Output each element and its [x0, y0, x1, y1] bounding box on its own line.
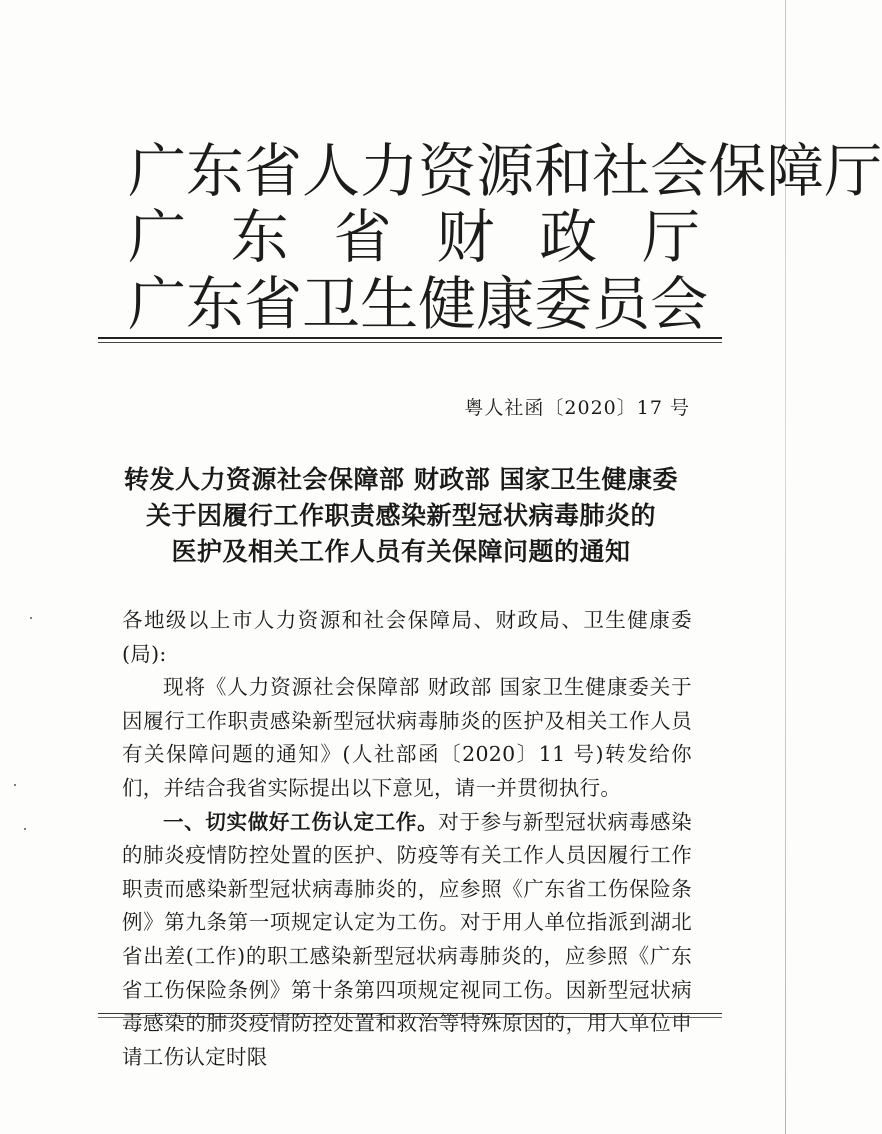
document-number: 粤人社函〔2020〕17 号	[464, 397, 690, 419]
agency-char: 和	[534, 137, 593, 205]
agency-char: 厅	[641, 203, 700, 271]
agency-char: 会	[650, 137, 709, 205]
agency-char: 委	[534, 270, 593, 338]
salutation: 各地级以上市人力资源和社会保障局、财政局、卫生健康委(局):	[122, 608, 692, 666]
agency-char: 广	[128, 270, 187, 338]
agency-name-health	[128, 270, 709, 338]
agency-char: 厅	[824, 137, 882, 205]
agency-char: 障	[766, 137, 825, 205]
agency-char: 东	[186, 137, 245, 205]
intro-paragraph: 现将《人力资源社会保障部 财政部 国家卫生健康委关于因履行工作职责感染新型冠状病毒肺炎的医护及相关工作人员有关保障问题的通知》(人社部函〔2020〕11 号)转发给你们，并结合我省实际提出以下意见，请一并贯彻执行。	[122, 675, 692, 800]
title-line: 转发人力资源社会保障部 财政部 国家卫生健康委	[124, 465, 678, 494]
agency-char: 力	[360, 137, 419, 205]
header-divider-rule	[98, 337, 722, 343]
agency-name-hrss	[128, 137, 882, 205]
agency-char: 源	[476, 137, 535, 205]
agency-char: 财	[436, 203, 495, 271]
footer-divider-rule	[98, 1013, 722, 1018]
scan-speck	[14, 784, 16, 786]
agency-char: 广	[128, 137, 187, 205]
title-line: 医护及相关工作人员有关保障问题的通知	[171, 537, 631, 566]
agency-char: 保	[708, 137, 767, 205]
document-body	[122, 604, 692, 1074]
document-title	[98, 462, 704, 570]
agency-char: 卫	[302, 270, 361, 338]
agency-char: 广	[128, 203, 187, 271]
agency-char: 人	[302, 137, 361, 205]
agency-char: 社	[592, 137, 651, 205]
agency-char: 省	[244, 270, 303, 338]
agency-char: 健	[418, 270, 477, 338]
agency-char: 会	[650, 270, 709, 338]
agency-char: 资	[418, 137, 477, 205]
agency-name-finance	[128, 203, 700, 271]
section-1-text: 对于参与新型冠状病毒感染的肺炎疫情防控处置的医护、防疫等有关工作人员因履行工作职责而感染新型冠状病毒肺炎的，应参照《广东省工伤保险条例》第九条第一项规定认定为工伤。对于用人单位指派到湖北省出差(工作)的职工感染新型冠状病毒肺炎的，应参照《广东省工伤保险条例》第十条第四项规定视同工伤。因新型冠状病毒感染的肺炎疫情防控处置和救治等特殊原因的，用人单位申请工伤认定时限	[122, 809, 692, 1069]
agency-char: 省	[244, 137, 303, 205]
agency-char: 康	[476, 270, 535, 338]
section-1-heading: 一、切实做好工伤认定工作。	[163, 809, 439, 834]
scan-speck	[30, 617, 32, 619]
scan-speck	[24, 828, 26, 830]
agency-char: 员	[592, 270, 651, 338]
section-1-paragraph	[122, 806, 692, 1075]
agency-char: 生	[360, 270, 419, 338]
agency-char: 省	[333, 203, 392, 271]
agency-char: 政	[539, 203, 598, 271]
title-line: 关于因履行工作职责感染新型冠状病毒肺炎的	[145, 501, 656, 530]
agency-char: 东	[230, 203, 289, 271]
agency-char: 东	[186, 270, 245, 338]
